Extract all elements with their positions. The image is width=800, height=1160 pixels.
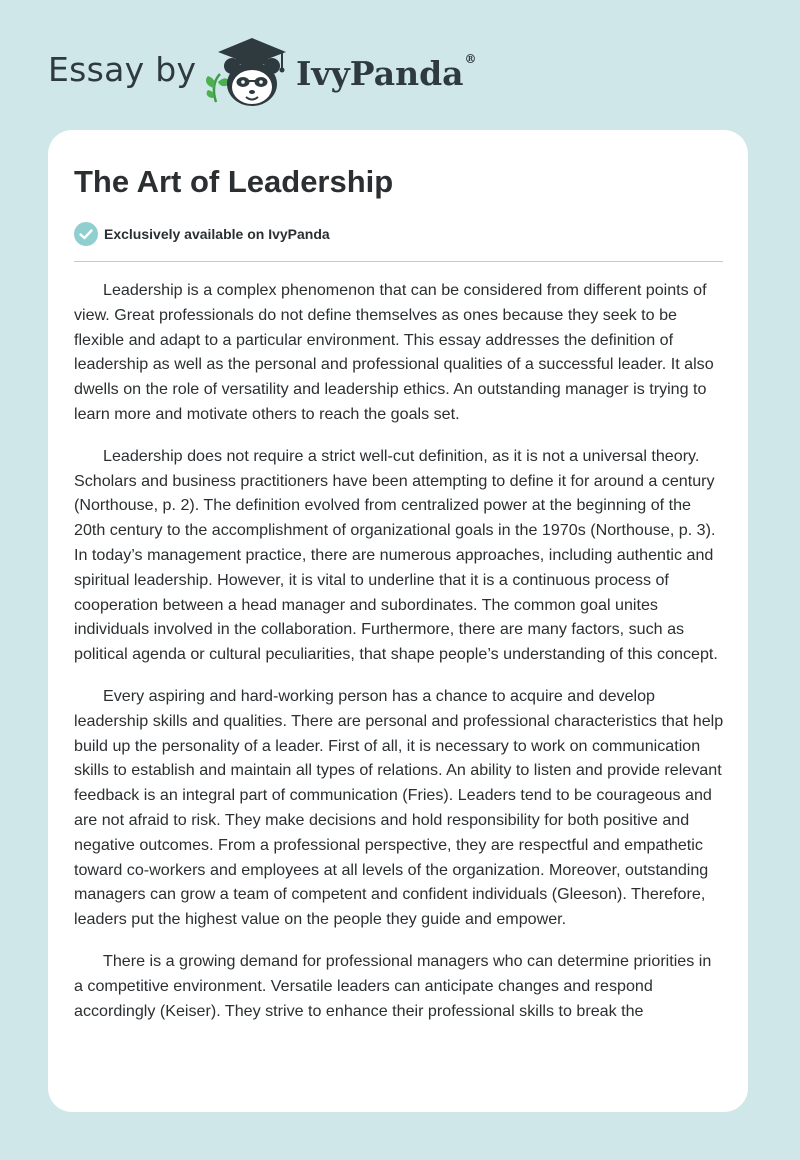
exclusive-label: Exclusively available on IvyPanda	[104, 226, 330, 242]
site-header	[0, 0, 800, 130]
paragraph: Leadership does not require a strict well-cut definition, as it is not a universal theory. Scholars and business practitioners have been attempting to define it for around a century (Northouse, p. 2). The definition evolved from centralized power at the beginning of the 20th century to the accomplishment of organizational goals in the 1970s (Northouse, p. 3). In today’s management practice, there are numerous approaches, including authentic and spiritual leadership. However, it is vital to underline that it is a continuous process of cooperation between a head manager and subordinates. The common goal unites individuals involved in the collaboration. Furthermore, there are many factors, such as political agenda or cultural peculiarities, that shape people’s understanding of this concept.	[74, 446, 718, 664]
essay-by-label: Essay by	[48, 50, 197, 89]
brand-name-text: IvyPanda	[296, 54, 464, 93]
paragraph: There is a growing demand for professional managers who can determine priorities in a competitive environment. Versatile leaders can anticipate changes and respond accordingly (Keiser). They strive to enhance their professional skills to break the	[74, 951, 712, 1020]
essay-body	[74, 278, 724, 1040]
brand-name[interactable]	[296, 54, 477, 93]
paragraph: Every aspiring and hard-working person has a chance to acquire and develop leadership skills and qualities. There are personal and professional characteristics that help build up the personality of a leader. First of all, it is necessary to work on communication skills to establish and maintain all types of relations. An ability to listen and provide relevant feedback is an integral part of communication (Fries). Leaders tend to be courageous and are not afraid to risk. They make decisions and hold responsibility for both positive and negative outcomes. From a professional perspective, they are respectful and empathetic toward co-workers and employees at all levels of the organization. Moreover, outstanding managers can grow a team of competent and confident individuals (Gleeson). Therefore, leaders put the highest value on the people they guide and empower.	[74, 686, 724, 929]
exclusive-badge	[74, 221, 330, 247]
check-circle-icon	[74, 222, 98, 246]
panda-graduate-logo-icon[interactable]	[202, 32, 294, 110]
paragraph: Leadership is a complex phenomenon that can be considered from different points of view. Great professionals do not define themselves as ones because they seek to be flexible and adapt to a particular environment. This essay addresses the definition of leadership as well as the personal and professional qualities of a successful leader. It also dwells on the role of versatility and leadership ethics. An outstanding manager is trying to learn more and motivate others to reach the goals set.	[74, 281, 714, 423]
registered-mark: ®	[464, 52, 477, 66]
title-divider	[74, 261, 723, 262]
essay-title: The Art of Leadership	[74, 164, 394, 199]
essay-card	[48, 130, 748, 1112]
